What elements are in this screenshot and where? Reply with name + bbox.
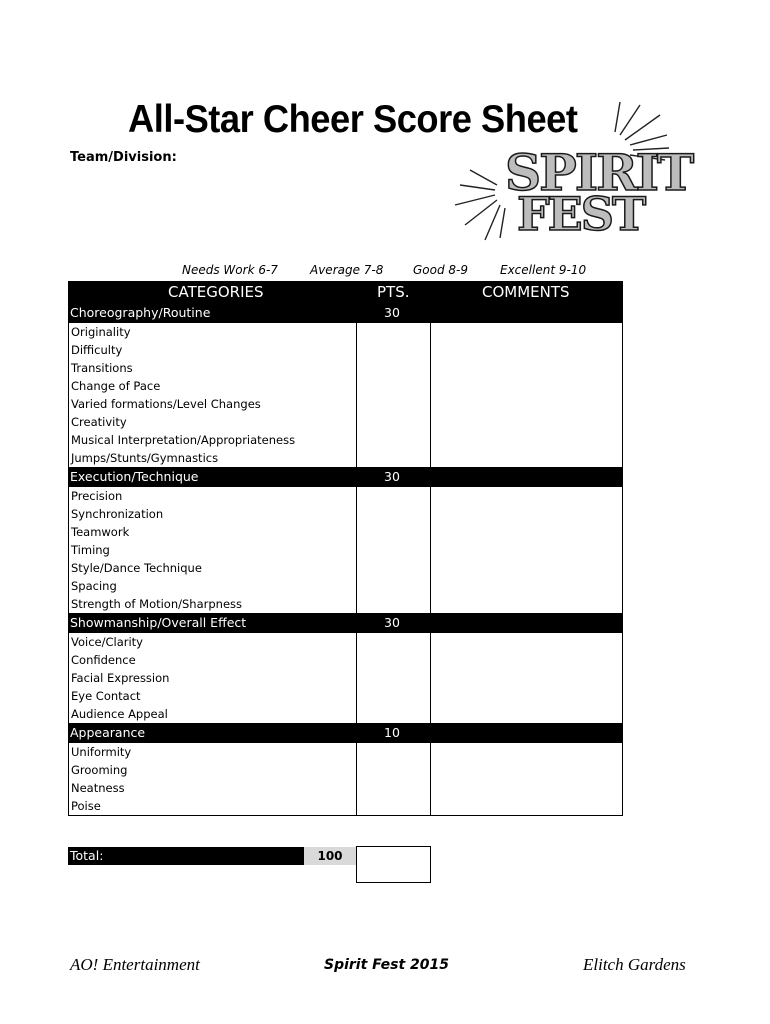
- total-score-box[interactable]: [356, 846, 431, 883]
- criterion-item: Poise: [71, 799, 101, 813]
- criterion-item: Voice/Clarity: [71, 635, 143, 649]
- scale-needs-work: Needs Work 6-7: [182, 263, 278, 277]
- criterion-item: Synchronization: [71, 507, 164, 521]
- criterion-item: Change of Pace: [71, 379, 161, 393]
- logo-fest-text: FEST: [517, 187, 645, 241]
- col-pts: PTS.: [377, 283, 410, 301]
- scale-good: Good 8-9: [413, 263, 469, 277]
- category-block: [68, 487, 623, 613]
- criterion-item: Neatness: [71, 781, 125, 795]
- page-title: All-Star Cheer Score Sheet: [128, 98, 578, 141]
- criterion-item: Originality: [71, 325, 131, 339]
- category-points: 10: [384, 725, 400, 740]
- criterion-item: Difficulty: [71, 343, 123, 357]
- category-block: [68, 323, 623, 467]
- criterion-item: Timing: [71, 543, 110, 557]
- criterion-item: Musical Interpretation/Appropriateness: [71, 433, 296, 447]
- category-header: [68, 467, 623, 487]
- total-label: Total:: [70, 848, 104, 863]
- footer-right: Elitch Gardens: [583, 955, 686, 974]
- score-entry-box[interactable]: [356, 323, 431, 467]
- criterion-item: Facial Expression: [71, 671, 170, 685]
- criterion-item: Grooming: [71, 763, 128, 777]
- scale-excellent: Excellent 9-10: [500, 263, 587, 277]
- footer-left: AO! Entertainment: [70, 955, 200, 974]
- team-division-label: Team/Division:: [70, 150, 177, 165]
- logo-spirit-text: SPIRIT: [505, 143, 693, 202]
- criterion-item: Uniformity: [71, 745, 132, 759]
- score-entry-box[interactable]: [356, 487, 431, 613]
- table-header: [68, 281, 623, 303]
- score-entry-box[interactable]: [356, 743, 431, 815]
- category-header: [68, 613, 623, 633]
- criterion-item: Creativity: [71, 415, 127, 429]
- criterion-item: Strength of Motion/Sharpness: [71, 597, 243, 611]
- criterion-item: Precision: [71, 489, 123, 503]
- spirit-fest-logo: [455, 100, 693, 245]
- criterion-item: Audience Appeal: [71, 707, 168, 721]
- category-points: 30: [384, 615, 400, 630]
- scale-average: Average 7-8: [310, 263, 384, 277]
- criterion-item: Spacing: [71, 579, 117, 593]
- criterion-item: Teamwork: [71, 525, 130, 539]
- col-categories: CATEGORIES: [168, 283, 264, 301]
- category-name: Execution/Technique: [70, 469, 199, 484]
- category-points: 30: [384, 469, 400, 484]
- criterion-item: Eye Contact: [71, 689, 141, 703]
- col-comments: COMMENTS: [482, 283, 570, 301]
- category-block: [68, 743, 623, 815]
- score-table: [68, 281, 623, 816]
- category-name: Showmanship/Overall Effect: [70, 615, 247, 630]
- category-name: Appearance: [70, 725, 146, 740]
- footer-center: Spirit Fest 2015: [324, 957, 450, 973]
- table-bottom-border: [68, 815, 623, 816]
- criterion-item: Varied formations/Level Changes: [71, 397, 261, 411]
- criterion-item: Style/Dance Technique: [71, 561, 202, 575]
- category-header: [68, 303, 623, 323]
- criterion-item: Confidence: [71, 653, 136, 667]
- score-entry-box[interactable]: [356, 633, 431, 723]
- category-name: Choreography/Routine: [70, 305, 211, 320]
- category-list: [68, 303, 623, 815]
- total-bar: [68, 847, 304, 865]
- total-value: 100: [304, 847, 356, 865]
- category-header: [68, 723, 623, 743]
- category-block: [68, 633, 623, 723]
- category-points: 30: [384, 305, 400, 320]
- criterion-item: Transitions: [71, 361, 133, 375]
- criterion-item: Jumps/Stunts/Gymnastics: [71, 451, 219, 465]
